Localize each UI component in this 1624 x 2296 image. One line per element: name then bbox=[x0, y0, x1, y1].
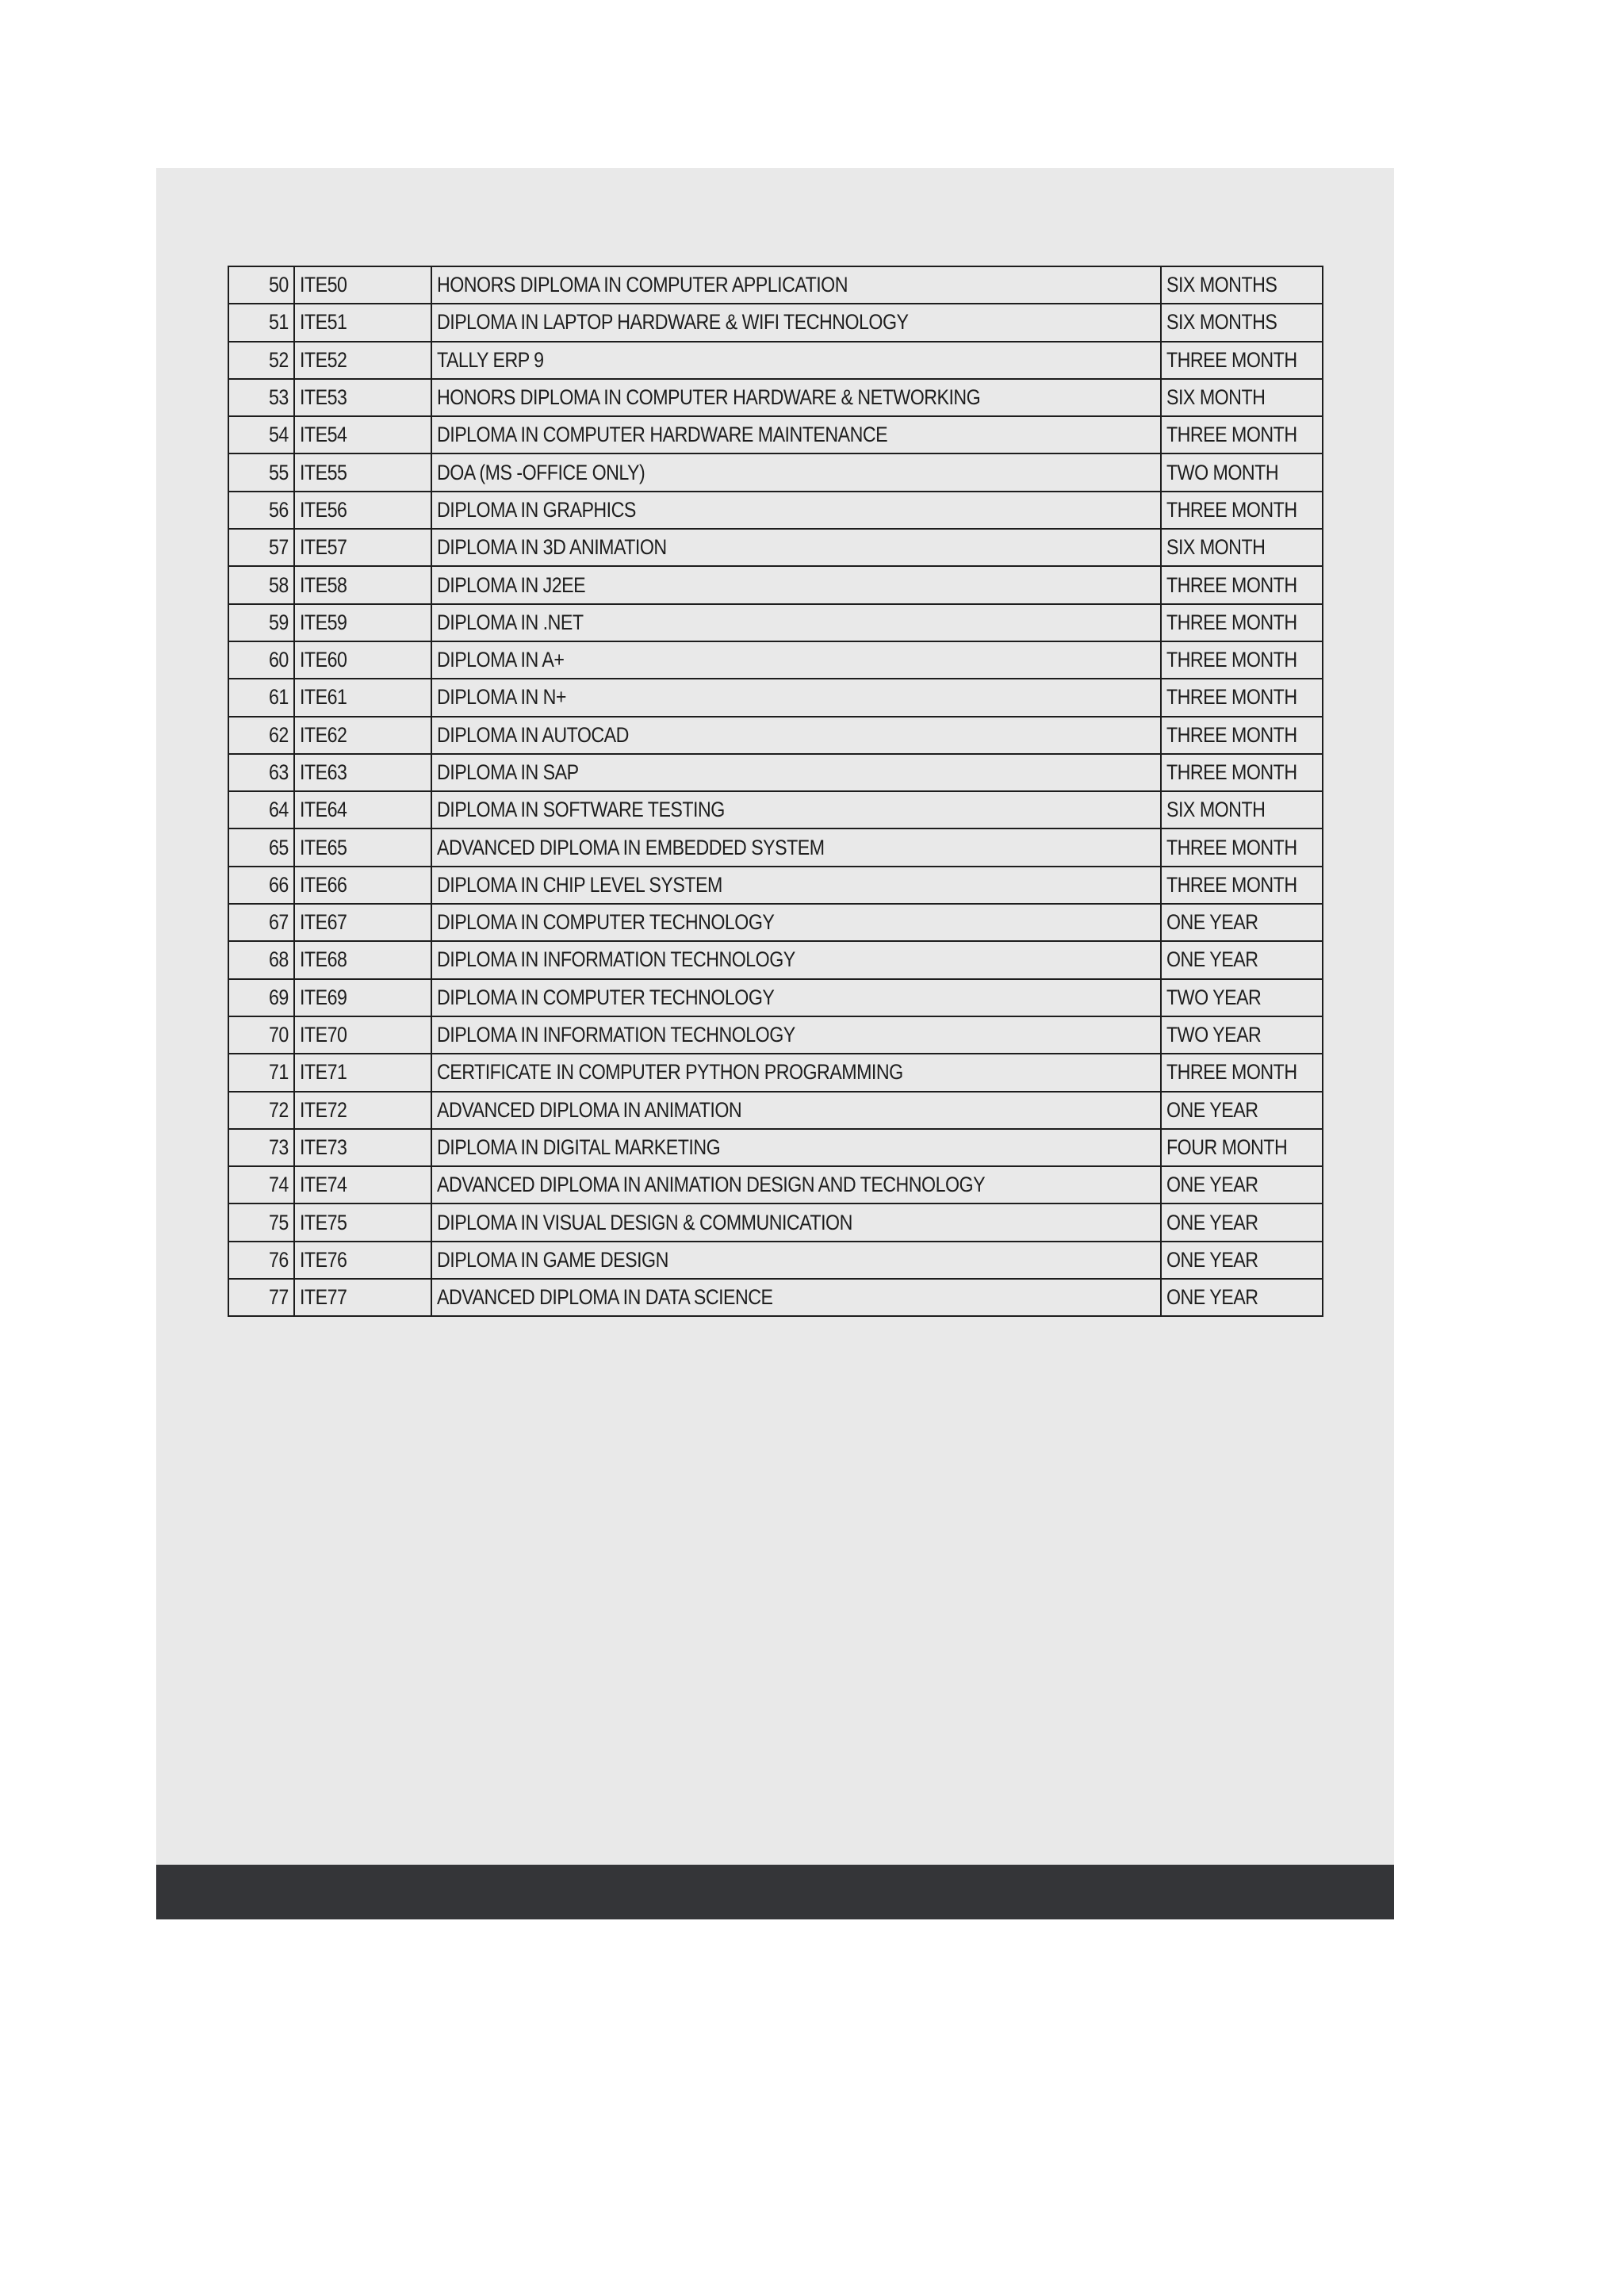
cell-course-code-text: ITE55 bbox=[300, 460, 347, 484]
cell-course-name-text: DIPLOMA IN COMPUTER TECHNOLOGY bbox=[437, 910, 775, 935]
table-row bbox=[228, 1054, 1323, 1091]
cell-course-name bbox=[431, 1092, 1161, 1129]
table-row bbox=[228, 1129, 1323, 1166]
cell-course-name bbox=[431, 867, 1161, 904]
cell-duration-text: ONE YEAR bbox=[1166, 1210, 1258, 1234]
cell-course-name-text: DIPLOMA IN INFORMATION TECHNOLOGY bbox=[437, 1023, 795, 1047]
cell-course-code-text: ITE73 bbox=[300, 1135, 347, 1159]
cell-course-name bbox=[431, 904, 1161, 941]
cell-course-code bbox=[294, 641, 431, 679]
cell-duration bbox=[1161, 529, 1323, 566]
cell-course-name-text: ADVANCED DIPLOMA IN ANIMATION DESIGN AND TECHNOLOGY bbox=[437, 1173, 986, 1197]
cell-serial-number-text: 51 bbox=[269, 310, 289, 335]
cell-serial-number-text: 65 bbox=[269, 835, 289, 859]
cell-course-code bbox=[294, 1166, 431, 1203]
cell-course-code-text: ITE50 bbox=[300, 273, 347, 297]
cell-course-name bbox=[431, 529, 1161, 566]
cell-course-code bbox=[294, 828, 431, 866]
cell-course-name bbox=[431, 1016, 1161, 1054]
cell-course-code bbox=[294, 1054, 431, 1091]
cell-duration bbox=[1161, 1092, 1323, 1129]
cell-duration-text: THREE MONTH bbox=[1166, 347, 1297, 372]
table-row bbox=[228, 679, 1323, 716]
table-row bbox=[228, 604, 1323, 641]
cell-duration bbox=[1161, 1242, 1323, 1279]
cell-course-code bbox=[294, 416, 431, 453]
cell-course-code bbox=[294, 791, 431, 828]
cell-duration bbox=[1161, 416, 1323, 453]
cell-course-name bbox=[431, 1166, 1161, 1203]
cell-course-code-text: ITE68 bbox=[300, 947, 347, 972]
cell-serial-number-text: 53 bbox=[269, 385, 289, 410]
cell-serial-number bbox=[228, 641, 294, 679]
cell-course-code-text: ITE57 bbox=[300, 535, 347, 560]
cell-course-code-text: ITE51 bbox=[300, 310, 347, 335]
cell-course-code bbox=[294, 1129, 431, 1166]
cell-serial-number bbox=[228, 566, 294, 603]
cell-serial-number-text: 63 bbox=[269, 760, 289, 784]
cell-course-code-text: ITE66 bbox=[300, 872, 347, 897]
cell-serial-number bbox=[228, 717, 294, 754]
cell-duration-text: ONE YEAR bbox=[1166, 1173, 1258, 1197]
cell-duration-text: TWO YEAR bbox=[1166, 1023, 1262, 1047]
cell-duration bbox=[1161, 867, 1323, 904]
cell-serial-number bbox=[228, 679, 294, 716]
cell-duration-text: THREE MONTH bbox=[1166, 760, 1297, 784]
cell-duration-text: THREE MONTH bbox=[1166, 572, 1297, 597]
cell-duration-text: ONE YEAR bbox=[1166, 947, 1258, 972]
cell-duration-text: ONE YEAR bbox=[1166, 1285, 1258, 1310]
cell-serial-number-text: 71 bbox=[269, 1060, 289, 1085]
cell-course-code bbox=[294, 754, 431, 791]
cell-duration-text: THREE MONTH bbox=[1166, 722, 1297, 747]
cell-course-code-text: ITE58 bbox=[300, 572, 347, 597]
cell-duration-text: THREE MONTH bbox=[1166, 685, 1297, 710]
cell-course-name-text: DIPLOMA IN GRAPHICS bbox=[437, 497, 636, 522]
cell-course-name-text: DIPLOMA IN LAPTOP HARDWARE & WIFI TECHNOLOGY bbox=[437, 310, 909, 335]
cell-serial-number bbox=[228, 379, 294, 416]
cell-duration bbox=[1161, 492, 1323, 529]
cell-serial-number bbox=[228, 791, 294, 828]
table-row bbox=[228, 904, 1323, 941]
cell-duration bbox=[1161, 717, 1323, 754]
cell-course-code-text: ITE72 bbox=[300, 1097, 347, 1122]
cell-course-code bbox=[294, 1279, 431, 1316]
cell-course-name bbox=[431, 641, 1161, 679]
cell-duration bbox=[1161, 904, 1323, 941]
table-row bbox=[228, 1166, 1323, 1203]
table-row bbox=[228, 828, 1323, 866]
cell-course-code-text: ITE70 bbox=[300, 1023, 347, 1047]
table-row bbox=[228, 791, 1323, 828]
cell-duration-text: TWO MONTH bbox=[1166, 460, 1279, 484]
cell-duration bbox=[1161, 979, 1323, 1016]
cell-duration bbox=[1161, 342, 1323, 379]
cell-course-code-text: ITE52 bbox=[300, 347, 347, 372]
cell-course-name bbox=[431, 604, 1161, 641]
cell-duration bbox=[1161, 828, 1323, 866]
cell-course-name-text: DIPLOMA IN COMPUTER HARDWARE MAINTENANCE bbox=[437, 423, 888, 447]
cell-serial-number bbox=[228, 492, 294, 529]
table-row bbox=[228, 266, 1323, 304]
cell-duration-text: ONE YEAR bbox=[1166, 1247, 1258, 1272]
cell-course-name-text: DIPLOMA IN SAP bbox=[437, 760, 579, 784]
cell-serial-number bbox=[228, 867, 294, 904]
cell-serial-number bbox=[228, 1092, 294, 1129]
cell-course-code bbox=[294, 1016, 431, 1054]
cell-course-name-text: DIPLOMA IN J2EE bbox=[437, 572, 586, 597]
cell-course-name bbox=[431, 717, 1161, 754]
cell-course-code-text: ITE65 bbox=[300, 835, 347, 859]
cell-course-name bbox=[431, 492, 1161, 529]
cell-course-code bbox=[294, 566, 431, 603]
cell-course-name bbox=[431, 791, 1161, 828]
cell-serial-number-text: 70 bbox=[269, 1023, 289, 1047]
cell-course-name bbox=[431, 1054, 1161, 1091]
cell-serial-number-text: 50 bbox=[269, 273, 289, 297]
table-row bbox=[228, 453, 1323, 491]
cell-serial-number bbox=[228, 304, 294, 341]
cell-course-code-text: ITE67 bbox=[300, 910, 347, 935]
cell-serial-number-text: 55 bbox=[269, 460, 289, 484]
cell-serial-number bbox=[228, 828, 294, 866]
cell-duration-text: THREE MONTH bbox=[1166, 835, 1297, 859]
cell-course-name-text: DIPLOMA IN 3D ANIMATION bbox=[437, 535, 667, 560]
cell-course-name-text: DOA (MS -OFFICE ONLY) bbox=[437, 460, 645, 484]
cell-serial-number-text: 56 bbox=[269, 497, 289, 522]
cell-course-code-text: ITE61 bbox=[300, 685, 347, 710]
cell-duration bbox=[1161, 566, 1323, 603]
table-row bbox=[228, 1016, 1323, 1054]
footer-bar bbox=[156, 1865, 1394, 1919]
cell-course-code bbox=[294, 604, 431, 641]
cell-serial-number-text: 74 bbox=[269, 1173, 289, 1197]
cell-course-name-text: ADVANCED DIPLOMA IN DATA SCIENCE bbox=[437, 1285, 773, 1310]
table-row bbox=[228, 1092, 1323, 1129]
cell-course-name bbox=[431, 754, 1161, 791]
table-row bbox=[228, 492, 1323, 529]
cell-duration bbox=[1161, 1203, 1323, 1241]
cell-serial-number-text: 61 bbox=[269, 685, 289, 710]
table-row bbox=[228, 304, 1323, 341]
cell-course-code bbox=[294, 904, 431, 941]
table-row bbox=[228, 717, 1323, 754]
cell-serial-number-text: 76 bbox=[269, 1247, 289, 1272]
cell-serial-number bbox=[228, 604, 294, 641]
cell-course-code bbox=[294, 1092, 431, 1129]
cell-course-code bbox=[294, 529, 431, 566]
cell-course-code-text: ITE56 bbox=[300, 497, 347, 522]
cell-duration bbox=[1161, 453, 1323, 491]
cell-serial-number bbox=[228, 904, 294, 941]
cell-serial-number-text: 72 bbox=[269, 1097, 289, 1122]
cell-duration bbox=[1161, 1054, 1323, 1091]
cell-course-code bbox=[294, 342, 431, 379]
cell-course-name-text: ADVANCED DIPLOMA IN EMBEDDED SYSTEM bbox=[437, 835, 825, 859]
cell-course-code bbox=[294, 941, 431, 978]
cell-course-code-text: ITE64 bbox=[300, 798, 347, 822]
cell-course-code-text: ITE71 bbox=[300, 1060, 347, 1085]
cell-course-code-text: ITE59 bbox=[300, 610, 347, 634]
cell-serial-number-text: 52 bbox=[269, 347, 289, 372]
cell-serial-number-text: 64 bbox=[269, 798, 289, 822]
cell-course-code-text: ITE76 bbox=[300, 1247, 347, 1272]
cell-course-name-text: DIPLOMA IN AUTOCAD bbox=[437, 722, 629, 747]
cell-serial-number-text: 69 bbox=[269, 985, 289, 1009]
cell-course-code-text: ITE77 bbox=[300, 1285, 347, 1310]
cell-duration bbox=[1161, 304, 1323, 341]
cell-duration-text: SIX MONTHS bbox=[1166, 273, 1277, 297]
cell-course-code-text: ITE54 bbox=[300, 423, 347, 447]
cell-duration-text: THREE MONTH bbox=[1166, 648, 1297, 672]
cell-course-name bbox=[431, 379, 1161, 416]
cell-course-name-text: HONORS DIPLOMA IN COMPUTER APPLICATION bbox=[437, 273, 848, 297]
cell-course-name-text: DIPLOMA IN DIGITAL MARKETING bbox=[437, 1135, 721, 1159]
cell-serial-number-text: 68 bbox=[269, 947, 289, 972]
table-row bbox=[228, 1242, 1323, 1279]
cell-serial-number bbox=[228, 1166, 294, 1203]
cell-serial-number-text: 73 bbox=[269, 1135, 289, 1159]
cell-serial-number-text: 54 bbox=[269, 423, 289, 447]
cell-course-name bbox=[431, 1242, 1161, 1279]
cell-serial-number bbox=[228, 1129, 294, 1166]
cell-duration-text: TWO YEAR bbox=[1166, 985, 1262, 1009]
cell-course-name-text: ADVANCED DIPLOMA IN ANIMATION bbox=[437, 1097, 742, 1122]
table-row bbox=[228, 566, 1323, 603]
cell-course-code-text: ITE74 bbox=[300, 1173, 347, 1197]
table-row bbox=[228, 1279, 1323, 1316]
cell-duration bbox=[1161, 791, 1323, 828]
cell-duration-text: THREE MONTH bbox=[1166, 872, 1297, 897]
cell-serial-number-text: 77 bbox=[269, 1285, 289, 1310]
cell-duration bbox=[1161, 1129, 1323, 1166]
course-table-body bbox=[228, 266, 1323, 1316]
table-row bbox=[228, 1203, 1323, 1241]
cell-course-code bbox=[294, 266, 431, 304]
cell-duration bbox=[1161, 266, 1323, 304]
cell-course-name-text: DIPLOMA IN A+ bbox=[437, 648, 565, 672]
cell-duration bbox=[1161, 1279, 1323, 1316]
table-row bbox=[228, 529, 1323, 566]
cell-course-name bbox=[431, 941, 1161, 978]
cell-course-code bbox=[294, 1242, 431, 1279]
cell-duration-text: ONE YEAR bbox=[1166, 910, 1258, 935]
cell-course-name-text: TALLY ERP 9 bbox=[437, 347, 544, 372]
table-row bbox=[228, 941, 1323, 978]
cell-course-name-text: DIPLOMA IN VISUAL DESIGN & COMMUNICATION bbox=[437, 1210, 852, 1234]
table-row bbox=[228, 379, 1323, 416]
cell-course-name bbox=[431, 566, 1161, 603]
cell-serial-number bbox=[228, 453, 294, 491]
cell-serial-number bbox=[228, 1016, 294, 1054]
cell-course-name bbox=[431, 1129, 1161, 1166]
cell-course-code-text: ITE62 bbox=[300, 722, 347, 747]
cell-duration bbox=[1161, 679, 1323, 716]
cell-course-code bbox=[294, 453, 431, 491]
table-row bbox=[228, 342, 1323, 379]
cell-course-name bbox=[431, 1279, 1161, 1316]
cell-serial-number-text: 59 bbox=[269, 610, 289, 634]
cell-duration-text: THREE MONTH bbox=[1166, 610, 1297, 634]
cell-course-name-text: DIPLOMA IN CHIP LEVEL SYSTEM bbox=[437, 872, 722, 897]
cell-course-code-text: ITE53 bbox=[300, 385, 347, 410]
cell-serial-number-text: 66 bbox=[269, 872, 289, 897]
cell-course-name-text: DIPLOMA IN SOFTWARE TESTING bbox=[437, 798, 725, 822]
cell-course-name bbox=[431, 979, 1161, 1016]
cell-course-code bbox=[294, 979, 431, 1016]
cell-duration bbox=[1161, 604, 1323, 641]
cell-duration-text: THREE MONTH bbox=[1166, 497, 1297, 522]
table-row bbox=[228, 416, 1323, 453]
cell-course-name bbox=[431, 1203, 1161, 1241]
cell-course-code-text: ITE69 bbox=[300, 985, 347, 1009]
cell-serial-number bbox=[228, 342, 294, 379]
cell-course-name bbox=[431, 304, 1161, 341]
cell-course-code bbox=[294, 379, 431, 416]
cell-duration bbox=[1161, 379, 1323, 416]
cell-duration bbox=[1161, 754, 1323, 791]
table-row bbox=[228, 641, 1323, 679]
cell-course-name bbox=[431, 679, 1161, 716]
cell-duration-text: FOUR MONTH bbox=[1166, 1135, 1288, 1159]
cell-course-name bbox=[431, 416, 1161, 453]
cell-duration-text: SIX MONTH bbox=[1166, 535, 1266, 560]
cell-serial-number-text: 57 bbox=[269, 535, 289, 560]
cell-duration bbox=[1161, 641, 1323, 679]
cell-course-name-text: DIPLOMA IN GAME DESIGN bbox=[437, 1247, 668, 1272]
cell-duration-text: SIX MONTH bbox=[1166, 798, 1266, 822]
cell-serial-number bbox=[228, 416, 294, 453]
cell-serial-number-text: 75 bbox=[269, 1210, 289, 1234]
cell-duration bbox=[1161, 1016, 1323, 1054]
cell-course-name-text: DIPLOMA IN INFORMATION TECHNOLOGY bbox=[437, 947, 795, 972]
cell-serial-number-text: 58 bbox=[269, 572, 289, 597]
cell-duration-text: SIX MONTHS bbox=[1166, 310, 1277, 335]
table-row bbox=[228, 754, 1323, 791]
cell-course-code bbox=[294, 717, 431, 754]
cell-course-name bbox=[431, 266, 1161, 304]
cell-serial-number-text: 62 bbox=[269, 722, 289, 747]
cell-serial-number bbox=[228, 1242, 294, 1279]
cell-course-code-text: ITE60 bbox=[300, 648, 347, 672]
cell-serial-number bbox=[228, 1054, 294, 1091]
cell-serial-number bbox=[228, 266, 294, 304]
cell-course-name-text: DIPLOMA IN COMPUTER TECHNOLOGY bbox=[437, 985, 775, 1009]
cell-duration-text: ONE YEAR bbox=[1166, 1097, 1258, 1122]
cell-course-name-text: DIPLOMA IN N+ bbox=[437, 685, 566, 710]
cell-duration-text: THREE MONTH bbox=[1166, 1060, 1297, 1085]
cell-serial-number bbox=[228, 941, 294, 978]
cell-course-name bbox=[431, 828, 1161, 866]
cell-serial-number bbox=[228, 1203, 294, 1241]
cell-duration-text: SIX MONTH bbox=[1166, 385, 1266, 410]
cell-course-code bbox=[294, 867, 431, 904]
cell-serial-number-text: 60 bbox=[269, 648, 289, 672]
table-row bbox=[228, 867, 1323, 904]
cell-serial-number-text: 67 bbox=[269, 910, 289, 935]
cell-serial-number bbox=[228, 1279, 294, 1316]
cell-course-code bbox=[294, 1203, 431, 1241]
cell-course-code bbox=[294, 304, 431, 341]
cell-course-code-text: ITE63 bbox=[300, 760, 347, 784]
cell-course-name bbox=[431, 342, 1161, 379]
cell-serial-number bbox=[228, 529, 294, 566]
cell-duration bbox=[1161, 1166, 1323, 1203]
course-table bbox=[228, 266, 1323, 1317]
cell-course-name-text: CERTIFICATE IN COMPUTER PYTHON PROGRAMMING bbox=[437, 1060, 903, 1085]
cell-serial-number bbox=[228, 754, 294, 791]
cell-serial-number bbox=[228, 979, 294, 1016]
cell-duration bbox=[1161, 941, 1323, 978]
cell-duration-text: THREE MONTH bbox=[1166, 423, 1297, 447]
table-row bbox=[228, 979, 1323, 1016]
cell-course-code-text: ITE75 bbox=[300, 1210, 347, 1234]
cell-course-code bbox=[294, 492, 431, 529]
cell-course-name bbox=[431, 453, 1161, 491]
cell-course-name-text: HONORS DIPLOMA IN COMPUTER HARDWARE & NETWORKING bbox=[437, 385, 981, 410]
cell-course-name-text: DIPLOMA IN .NET bbox=[437, 610, 584, 634]
cell-course-code bbox=[294, 679, 431, 716]
